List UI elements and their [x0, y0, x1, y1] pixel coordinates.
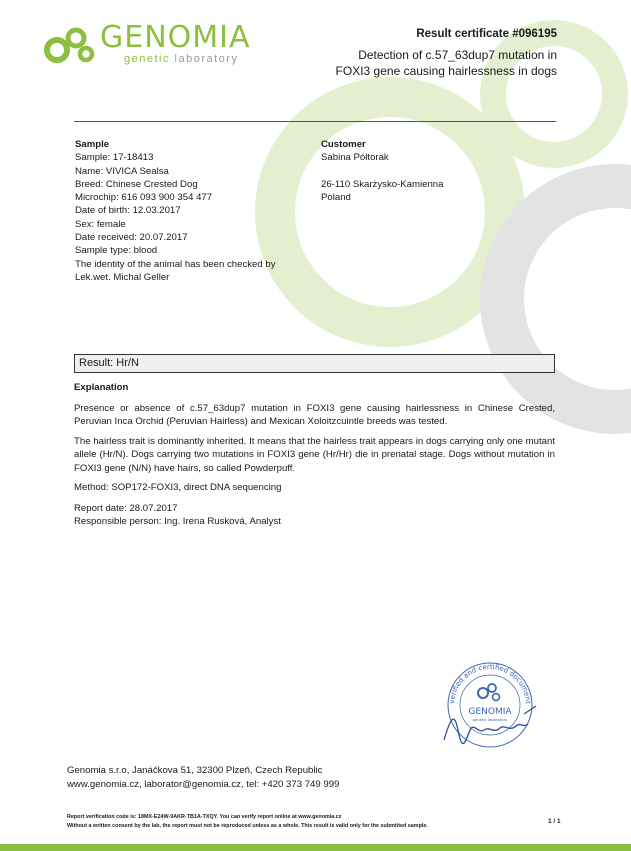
customer-address-line-1: 26-110 Skarżysko-Kamienna [321, 178, 444, 190]
result-box [74, 354, 555, 373]
genomia-circles-icon [44, 24, 100, 68]
sample-line: Sex: female [75, 218, 126, 230]
customer-heading: Customer [321, 139, 366, 150]
stamp-circles-icon [478, 684, 500, 701]
stamp-sub: genetic laboratory [472, 717, 508, 722]
certificate-title: Result certificate #096195 [416, 28, 557, 40]
customer-address-line-2: Poland [321, 192, 351, 204]
customer-name: Sabina Półtorak [321, 152, 389, 164]
sample-heading: Sample [75, 139, 110, 150]
footer-company-line: Genomia s.r.o, Janáčkova 51, 32300 Plzeň, Czech Republic [67, 765, 323, 776]
verification-text: Report verification code is: 18MX-E24W-9AKR-TB1A-TXQY. You can verify report online at www.genomia.cz [67, 814, 342, 820]
result-label: Result: Hr/N [79, 357, 139, 369]
explanation-paragraph-1: Presence or absence of c.57_63dup7 mutation in FOXI3 gene causing hairlessness in Chinese Crested, Peruvian Inca Orchid (Peruvian Hairless) and Mexican Xoloitzcuintle breeds was tested. [74, 403, 555, 428]
sample-line: Breed: Chinese Crested Dog [75, 178, 198, 190]
sample-line: Name: VIVICA Sealsa [75, 165, 169, 177]
disclaimer-text: Without a written consent by the lab, the report must not be reproduced unless as a whole. This result is valid only for the submitted sample. [67, 823, 428, 829]
sample-line: The identity of the animal has been checked by [75, 258, 276, 270]
logo-subtitle-rest: laboratory [174, 53, 239, 65]
footer-green-bar [0, 844, 631, 851]
subtitle-line-2: FOXI3 gene causing hairlessness in dogs [335, 64, 557, 78]
header-divider [74, 121, 556, 122]
signature-mark [440, 700, 540, 750]
footer-legal [67, 813, 527, 831]
logo-subtitle-word: genetic [124, 53, 170, 65]
sample-block [75, 138, 315, 284]
stamp-name: GENOMIA [468, 707, 512, 717]
explanation-paragraph-2: The hairless trait is dominantly inherited. It means that the hairless trait appears in dogs carrying only one mutant allele (Hr/N). Dogs carrying two mutations in FOXI3 gene (Hr/Hr) die in prenatal stage. Dogs without mutation in FOXI3 gene (N/N) have hairs, so called Powderpuff. [74, 436, 555, 474]
footer-contact-line: www.genomia.cz, laborator@genomia.cz, tel: +420 373 749 999 [67, 779, 340, 790]
responsible-person: Responsible person: Ing. Irena Rusková, Analyst [74, 516, 281, 527]
sample-line: Sample type: blood [75, 245, 158, 257]
sample-line: Lek.wet. Michal Geller [75, 271, 170, 283]
sample-line: Date received: 20.07.2017 [75, 232, 188, 244]
footer-contact [67, 764, 487, 792]
explanation-heading: Explanation [74, 382, 129, 393]
report-date: Report date: 28.07.2017 [74, 503, 178, 514]
logo-name: GENOMIA [100, 20, 251, 55]
subtitle-line-1: Detection of c.57_63dup7 mutation in [358, 48, 557, 62]
method-text: Method: SOP172-FOXI3, direct DNA sequencing [74, 482, 282, 493]
page-number: 1 / 1 [548, 818, 561, 825]
stamp-arc-text: verified and certified document [447, 662, 532, 705]
sample-line: Microchip: 616 093 900 354 477 [75, 192, 213, 204]
sample-line: Sample: 17-18413 [75, 152, 154, 164]
logo-subtitle [124, 53, 238, 65]
certificate-subtitle [257, 47, 557, 79]
sample-line: Date of birth: 12.03.2017 [75, 205, 181, 217]
logo [44, 20, 284, 70]
customer-block [321, 138, 541, 204]
